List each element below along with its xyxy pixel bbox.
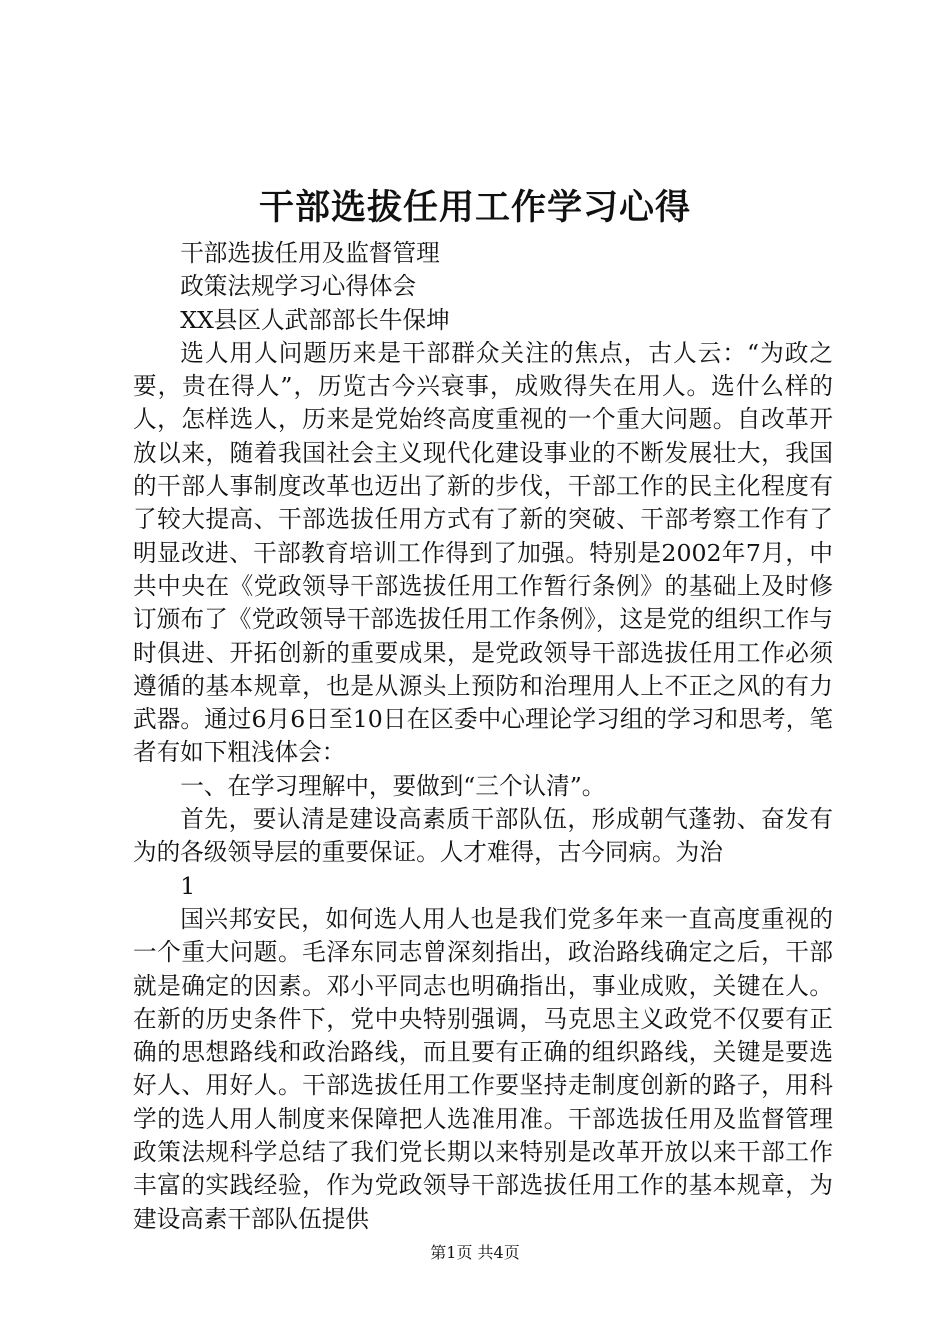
subtitle-line: 政策法规学习心得体会 [180, 272, 417, 301]
body-paragraph: 首先，要认清是建设高素质干部队伍，形成朝气蓬勃、奋发有为的各级领导层的重要保证。人才难得，古今同病。为治 [133, 805, 833, 867]
author-line: XX县区人武部部长牛保坤 [180, 305, 450, 334]
page-footer: 第1页 共4页 [430, 1243, 520, 1262]
document-title: 干部选拔任用工作学习心得 [258, 187, 691, 228]
body-paragraph: 选人用人问题历来是干部群众关注的焦点，古人云：“为政之要，贵在得人”，历览古今兴衰事，成败得失在用人。选什么样的人，怎样选人，历来是党始终高度重视的一个重大问题。自改革开放以来，随着我国社会主义现代化建设事业的不断发展壮大，我国的干部人事制度改革也迈出了新的步伐，干部工作的民主化程度有了较大提高、干部选拔任用方式有了新的突破、干部考察工作有了明显改进、干部教育培训工作得到了加强。特别是2002年7月，中共中央在《党政领导干部选拔任用工作暂行条例》的基础上及时修订颁布了《党政领导干部选拔任用工作条例》，这是党的组织工作与时俱进、开拓创新的重要成果，是党政领导干部选拔任用工作必须遵循的基本规章，也是从源头上预防和治理用人上不正之风的有力武器。通过6月6日至10日在区委中心理论学习组的学习和思考，笔者有如下粗浅体会： [133, 338, 833, 767]
page-marker: 1 [180, 871, 196, 900]
section-heading: 一、在学习理解中，要做到“三个认清”。 [180, 771, 606, 800]
subtitle-line: 干部选拔任用及监督管理 [180, 239, 440, 267]
body-paragraph: 国兴邦安民，如何选人用人也是我们党多年来一直高度重视的一个重大问题。毛泽东同志曾深刻指出，政治路线确定之后，干部就是确定的因素。邓小平同志也明确指出，事业成败，关键在人。在新的历史条件下，党中央特别强调，马克思主义政党不仅要有正确的思想路线和政治路线，而且要有正确的组织路线，关键是要选好人、用好人。干部选拔任用工作要坚持走制度创新的路子，用科学的选人用人制度来保障把人选准用准。干部选拔任用及监督管理政策法规科学总结了我们党长期以来特别是改革开放以来干部工作丰富的实践经验，作为党政领导干部选拔任用工作的基本规章，为建设高素干部队伍提供 [133, 904, 833, 1233]
document-body [133, 237, 833, 1236]
